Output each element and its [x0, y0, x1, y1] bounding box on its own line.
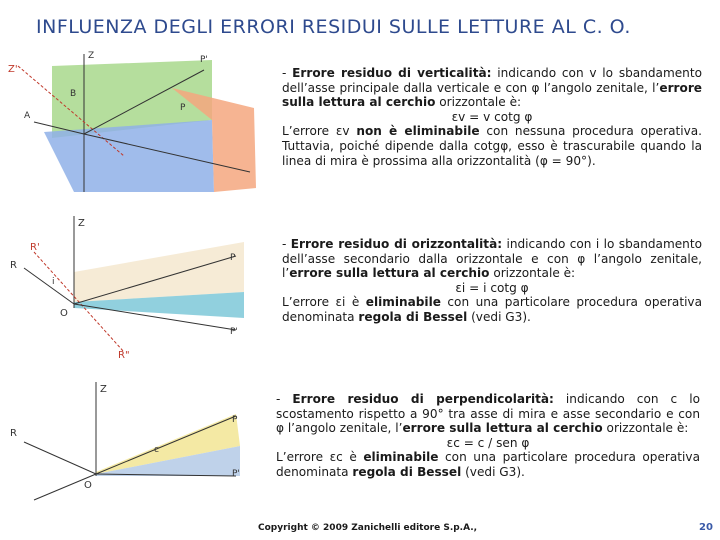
label-a: A [24, 111, 31, 121]
label-z: Z [78, 218, 85, 229]
section-heading: Errore residuo di perpendicolarità: [292, 392, 554, 406]
label-p: P [232, 415, 238, 425]
label-r: R [10, 428, 17, 439]
label-z-prime: Z' [8, 64, 18, 75]
formula: εv = v cotg φ [451, 109, 533, 124]
label-p-prime: P' [230, 327, 238, 337]
perpendicularity-diagram [4, 376, 264, 516]
formula: εi = i cotg φ [455, 280, 529, 295]
page-number: 20 [699, 522, 713, 533]
section-intro: - Errore residuo di verticalità: indicando con v lo sbandamento dell’asse principale dalla verticale e con φ l’angolo zenitale, l’errore sulla lettura al cerchio orizzontale è: [282, 66, 702, 110]
copyright-footer: Copyright © 2009 Zanichelli editore S.p.A., [258, 523, 478, 533]
label-p-prime: P' [200, 55, 208, 65]
verticality-diagram [4, 46, 264, 196]
section-note: L’errore εi è eliminabile con una particolare procedura operativa denominata regola di Bessel (vedi G3). [282, 295, 702, 324]
formula: εc = c / sen φ [446, 435, 530, 450]
section-note: L’errore εv non è eliminabile con nessuna procedura operativa. Tuttavia, poiché dipende dalla cotgφ, esso è trascurabile quando la linea di mira è prossima alla orizzontalità (φ = 90°). [282, 124, 702, 168]
section-verticality [282, 66, 702, 168]
section-heading: Errore residuo di verticalità: [292, 66, 492, 80]
horizontality-diagram [4, 212, 264, 362]
label-p-prime: P' [232, 469, 240, 479]
label-p: P [180, 103, 186, 113]
label-o: O [60, 308, 68, 319]
page-title: INFLUENZA DEGLI ERRORI RESIDUI SULLE LETTURE AL C. O. [36, 16, 631, 38]
label-o: O [84, 480, 92, 491]
section-heading: Errore residuo di orizzontalità: [290, 237, 503, 251]
section-perpendicularity [276, 392, 700, 480]
label-b: B [70, 89, 77, 99]
section-intro: - Errore residuo di orizzontalità: indicando con i lo sbandamento dell’asse secondario dalla orizzontale e con φ l’angolo zenitale, l’errore sulla lettura al cerchio orizzontale è: [282, 237, 702, 281]
label-r: R [10, 260, 17, 271]
section-note: L’errore εc è eliminabile con una particolare procedura operativa denominata regola di Bessel (vedi G3). [276, 450, 700, 479]
label-c: c [154, 445, 159, 455]
label-z: Z [100, 384, 107, 395]
section-horizontality [282, 237, 702, 325]
beige-plane [74, 242, 244, 302]
label-r-prime: R' [30, 242, 40, 253]
label-z: Z [88, 51, 95, 61]
label-i: i [52, 277, 55, 287]
label-p: P [230, 253, 236, 263]
section-intro: - Errore residuo di perpendicolarità: indicando con c lo scostamento rispetto a 90° tra asse di mira e asse secondario e con φ l’angolo zenitale, l’errore sulla lettura al cerchio orizzontale è: [276, 392, 700, 436]
label-r-dbl: R" [118, 350, 130, 361]
